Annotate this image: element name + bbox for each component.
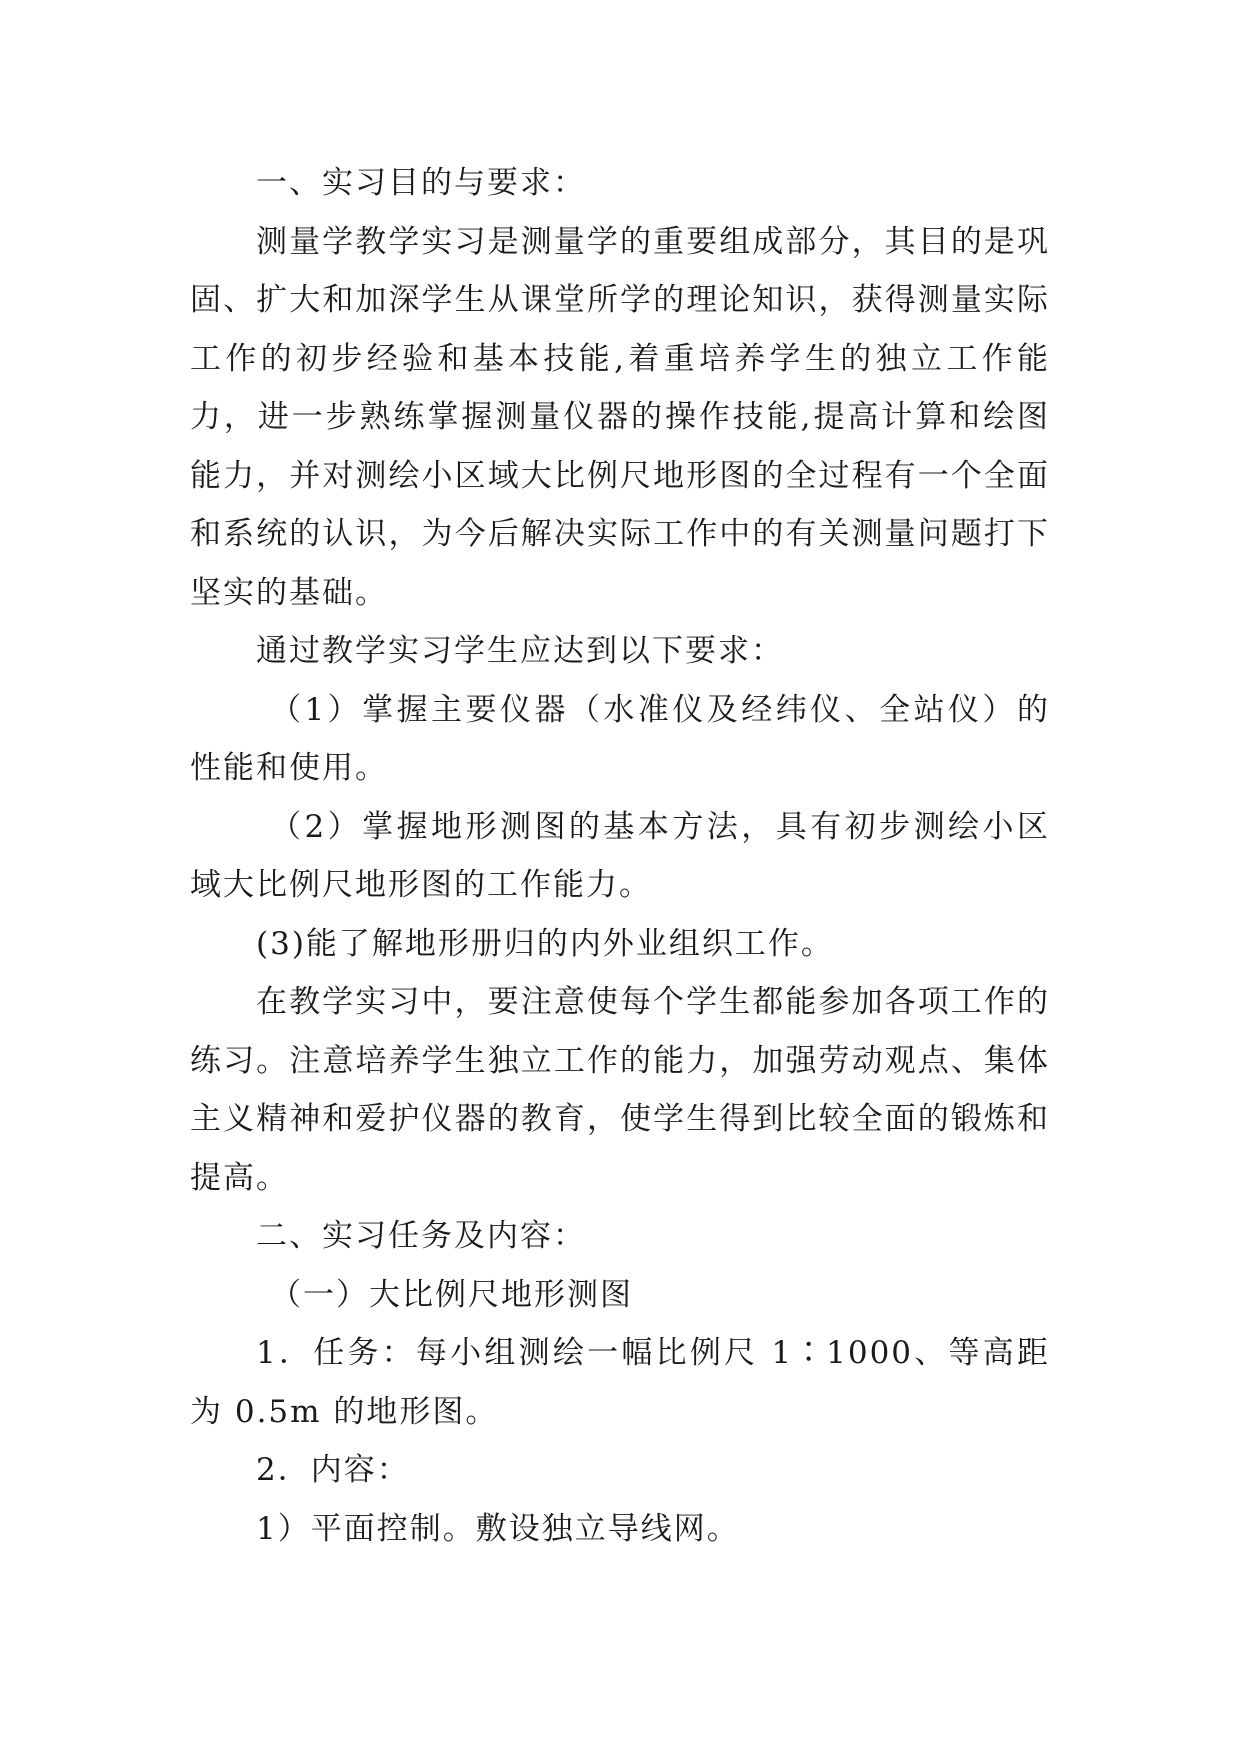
- requirement-item-3: (3)能了解地形册归的内外业组织工作。: [256, 925, 834, 962]
- section-heading-1: 一、实习目的与要求：: [256, 165, 586, 201]
- requirement-item-1: （1）掌握主要仪器（水准仪及经纬仪、全站仪）的性能和使用。: [190, 691, 1050, 786]
- task-item: 1．任务：每小组测绘一幅比例尺 1∶1000、等高距为 0.5m 的地形图。: [190, 1335, 1050, 1430]
- document-page: [190, 154, 1050, 1558]
- paragraph-requirements-intro: 通过教学实习学生应达到以下要求：: [256, 633, 784, 669]
- requirement-item-2: （2）掌握地形测图的基本方法，具有初步测绘小区域大比例尺地形图的工作能力。: [190, 808, 1050, 903]
- content-heading: 2．内容：: [256, 1452, 410, 1488]
- subsection-heading-1: （一）大比例尺地形测图: [270, 1276, 633, 1313]
- section-heading-2: 二、实习任务及内容：: [256, 1218, 586, 1254]
- paragraph-practice-notes: 在教学实习中，要注意使每个学生都能参加各项工作的练习。注意培养学生独立工作的能力，加强劳动观点、集体主义精神和爱护仪器的教育，使学生得到比较全面的锻炼和提高。: [190, 984, 1050, 1196]
- paragraph-purpose: 测量学教学实习是测量学的重要组成部分，其目的是巩固、扩大和加深学生从课堂所学的理论知识，获得测量实际工作的初步经验和基本技能,着重培养学生的独立工作能力，进一步熟练掌握测量仪器的操作技能,提高计算和绘图能力，并对测绘小区域大比例尺地形图的全过程有一个全面和系统的认识，为今后解决实际工作中的有关测量问题打下坚实的基础。: [190, 223, 1050, 611]
- content-item-1: 1）平面控制。敷设独立导线网。: [256, 1510, 740, 1547]
